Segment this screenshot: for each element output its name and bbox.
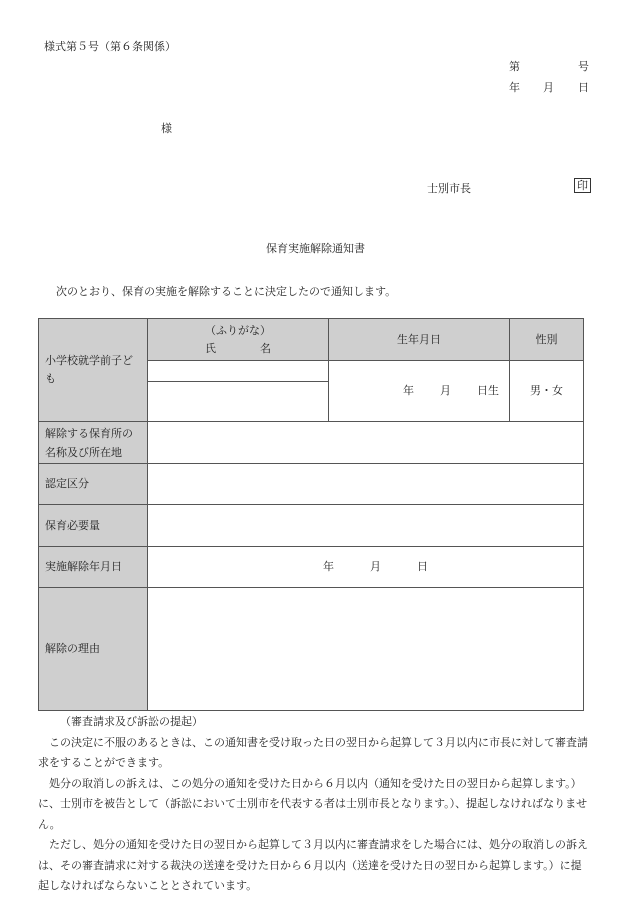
- end-date-field[interactable]: [148, 547, 584, 588]
- notification-table: [38, 318, 584, 711]
- facility-label-cell: [39, 422, 148, 464]
- name-label-second: 名: [260, 341, 271, 355]
- notice-paragraph-1: この決定に不服のあるときは、この通知書を受け取った日の翌日から起算して３月以内に市長に対して審査請求をすることができます。: [38, 735, 588, 769]
- need-label: 保育必要量: [45, 518, 100, 532]
- end-date-label: 実施解除年月日: [45, 560, 122, 573]
- birth-header-cell: [329, 319, 510, 361]
- issuer-name: 士別市長: [427, 182, 471, 195]
- form-number: 様式第５号（第６条関係）: [44, 40, 176, 53]
- reason-label: 解除の理由: [45, 642, 100, 655]
- date-day: 日: [578, 81, 589, 94]
- seal-mark: 印: [574, 178, 591, 193]
- category-label-cell: [39, 464, 148, 505]
- birth-date-field[interactable]: [329, 361, 510, 422]
- gender-header-cell: [510, 319, 584, 361]
- addressee-suffix: 様: [161, 122, 172, 135]
- doc-number-suffix: 号: [578, 60, 589, 73]
- end-date-day: 日: [417, 560, 428, 573]
- end-date-label-cell: [39, 547, 148, 588]
- appeal-notice: [38, 712, 590, 897]
- name-header-cell: [148, 319, 329, 361]
- furigana-field[interactable]: [148, 361, 329, 382]
- notice-heading: （審査請求及び訴訟の提起）: [60, 715, 203, 728]
- gender-options: 男・女: [530, 384, 563, 397]
- name-label: [148, 340, 328, 358]
- end-date-month: 月: [370, 560, 381, 573]
- reason-field[interactable]: [148, 588, 584, 711]
- need-label-cell: [39, 505, 148, 547]
- need-field[interactable]: [148, 505, 584, 547]
- end-date-year: 年: [323, 560, 334, 573]
- furigana-label: （ふりがな）: [205, 323, 271, 337]
- child-label: 小学校就学前子ども: [45, 354, 133, 385]
- notice-paragraph-2: 処分の取消しの訴えは、この処分の通知を受けた日から６月以内（通知を受けた日の翌日から起算します。）に、士別市を被告として（訴訟において士別市を代表する者は士別市長となります。）、提起しなければなりません。: [38, 776, 588, 831]
- category-label: 認定区分: [45, 477, 89, 490]
- birth-day: 日生: [477, 384, 499, 397]
- gender-field[interactable]: [510, 361, 584, 422]
- date-month: 月: [543, 81, 554, 94]
- reason-label-cell: [39, 588, 148, 711]
- birth-label: 生年月日: [397, 332, 441, 346]
- facility-label: 解除する保育所の名称及び所在地: [45, 426, 133, 459]
- category-field[interactable]: [148, 464, 584, 505]
- birth-month: 月: [440, 384, 451, 397]
- intro-text: 次のとおり、保育の実施を解除することに決定したので通知します。: [56, 285, 397, 298]
- child-label-cell: [39, 319, 148, 422]
- notice-paragraph-3: ただし、処分の通知を受けた日の翌日から起算して３月以内に審査請求をした場合には、処分の取消しの訴えは、その審査請求に対する裁決の送達を受けた日から６月以内（送達を受けた日の翌日から起算します。）に提起しなければならないこととされています。: [38, 838, 588, 892]
- date-year: 年: [509, 81, 520, 94]
- birth-year: 年: [403, 384, 414, 397]
- gender-label: 性別: [535, 332, 558, 346]
- doc-number-prefix: 第: [509, 60, 520, 73]
- facility-field[interactable]: [148, 422, 584, 464]
- document-title: 保育実施解除通知書: [266, 242, 365, 255]
- name-label-first: 氏: [205, 341, 216, 355]
- name-field[interactable]: [148, 382, 329, 422]
